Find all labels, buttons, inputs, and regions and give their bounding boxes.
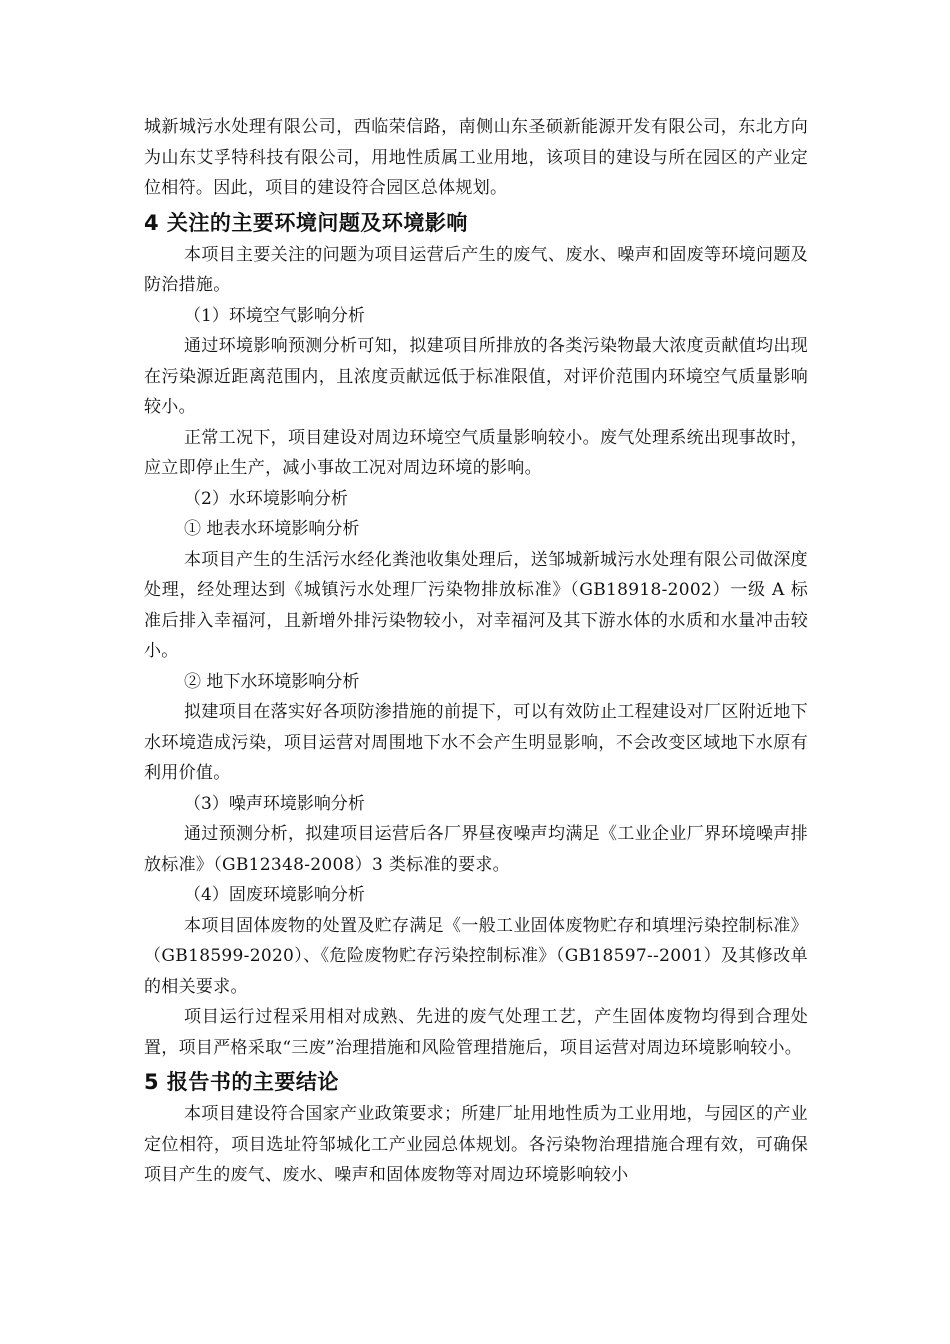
section-4-heading: 4 关注的主要环境问题及环境影响 (144, 210, 468, 235)
solid-waste-paragraph-2: 项目运行过程采用相对成熟、先进的废气处理工艺，产生固体废物均得到合理处置，项目严格采取“三废”治理措施和风险管理措施后，项目运营对周边环境影响较小。 (144, 1007, 808, 1058)
noise-impact-paragraph: 通过预测分析，拟建项目运营后各厂界昼夜噪声均满足《工业企业厂界环境噪声排放标准》（GB12348-2008）3 类标准的要求。 (144, 824, 808, 875)
section-4-intro: 本项目主要关注的问题为项目运营后产生的废气、废水、噪声和固废等环境问题及防治措施。 (144, 244, 808, 295)
air-impact-title: （1）环境空气影响分析 (184, 305, 365, 326)
water-impact-title: （2）水环境影响分析 (184, 488, 348, 509)
air-impact-paragraph-2: 正常工况下，项目建设对周边环境空气质量影响较小。废气处理系统出现事故时，应立即停止生产，减小事故工况对周边环境的影响。 (144, 427, 808, 478)
surface-water-title: ① 地表水环境影响分析 (184, 519, 360, 539)
section-5-heading: 5 报告书的主要结论 (144, 1070, 339, 1094)
air-impact-paragraph-1: 通过环境影响预测分析可知，拟建项目所排放的各类污染物最大浓度贡献值均出现在污染源近距离范围内，且浓度贡献远低于标准限值，对评价范围内环境空气质量影响较小。 (144, 336, 808, 417)
paragraph-continuation: 城新城污水处理有限公司，西临荣信路，南侧山东圣硕新能源开发有限公司，东北方向为山东艾孚特科技有限公司，用地性质属工业用地，该项目的建设与所在园区的产业定位相符。因此，项目的建设符合园区总体规划。 (144, 117, 808, 198)
conclusion-paragraph: 本项目建设符合国家产业政策要求；所建厂址用地性质为工业用地，与园区的产业定位相符，项目选址符邹城化工产业园总体规划。各污染物治理措施合理有效，可确保项目产生的废气、废水、噪声和固体废物等对周边环境影响较小 (144, 1104, 808, 1185)
solid-waste-paragraph-1: 本项目固体废物的处置及贮存满足《一般工业固体废物贮存和填埋污染控制标准》（GB18599-2020）、《危险废物贮存污染控制标准》（GB18597--2001）及其修改单的相关要求。 (144, 915, 808, 997)
surface-water-paragraph: 本项目产生的生活污水经化粪池收集处理后，送邹城新城污水处理有限公司做深度处理，经处理达到《城镇污水处理厂污染物排放标准》（GB18918-2002）一级 A 标准后排入幸福河，且新增外排污染物较小，对幸福河及其下游水体的水质和水量冲击较小。 (144, 549, 808, 661)
groundwater-title: ② 地下水环境影响分析 (184, 671, 360, 692)
document-body (144, 112, 808, 1191)
solid-waste-title: （4）固废环境影响分析 (184, 885, 365, 905)
groundwater-paragraph: 拟建项目在落实好各项防渗措施的前提下，可以有效防止工程建设对厂区附近地下水环境造成污染，项目运营对周围地下水不会产生明显影响，不会改变区域地下水原有利用价值。 (144, 702, 808, 783)
noise-impact-title: （3）噪声环境影响分析 (184, 793, 365, 814)
